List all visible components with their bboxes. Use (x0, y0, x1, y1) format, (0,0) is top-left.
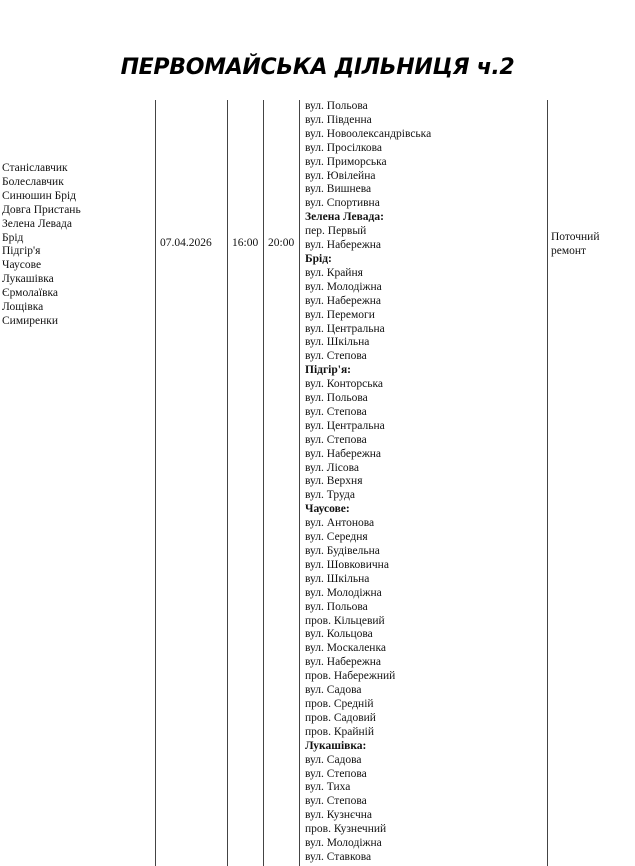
work-type-line: ремонт (551, 244, 587, 257)
village-name: Брід (2, 231, 24, 244)
column-divider (263, 100, 264, 866)
village-header: Зелена Левада: (305, 211, 384, 224)
village-header: Лукашівка: (305, 739, 367, 752)
street-name: вул. Центральна (305, 322, 385, 335)
street-name: вул. Садова (305, 753, 362, 766)
street-name: вул. Набережна (305, 294, 382, 307)
street-name: вул. Молодіжна (305, 280, 382, 293)
start-time-cell: 16:00 (232, 237, 259, 249)
village-name: Лощівка (2, 301, 44, 314)
street-name: вул. Степова (305, 405, 367, 418)
end-time-cell: 20:00 (268, 237, 295, 249)
village-header: Підгір'я: (305, 364, 352, 377)
street-name: вул. Лісова (305, 461, 360, 474)
street-name: вул. Середня (305, 531, 368, 544)
street-name: вул. Кольцова (305, 628, 373, 641)
work-type-line: Поточний (551, 231, 600, 243)
street-name: вул. Крайня (305, 266, 363, 279)
street-name: вул. Ювілейна (305, 169, 376, 182)
street-name: вул. Степова (305, 433, 367, 446)
street-name: вул. Шкільна (305, 336, 370, 349)
page-title: ПЕРВОМАЙСЬКА ДІЛЬНИЦЯ ч.2 (120, 55, 515, 80)
street-name: вул. Степова (305, 350, 367, 363)
villages-cell (2, 162, 152, 329)
street-name: вул. Вишнева (305, 183, 372, 196)
street-name: вул. Садова (305, 684, 362, 697)
street-name: вул. Степова (305, 767, 367, 780)
village-name: Лукашівка (2, 273, 54, 286)
street-name: вул. Приморська (305, 155, 387, 168)
street-name: вул. Південна (305, 113, 372, 126)
column-divider (299, 100, 300, 866)
street-name: вул. Молодіжна (305, 837, 382, 850)
street-name: вул. Москаленка (305, 642, 386, 655)
street-name: пер. Первый (305, 225, 367, 238)
street-name: вул. Труда (305, 489, 355, 502)
village-name: Довга Пристань (2, 203, 81, 216)
street-name: вул. Конторська (305, 378, 384, 391)
street-name: вул. Кузнєчна (305, 809, 373, 822)
street-name: вул. Ставкова (305, 850, 372, 863)
street-name: вул. Шкільна (305, 572, 370, 585)
work-type-cell (551, 231, 631, 259)
street-name: вул. Польова (305, 600, 368, 613)
street-name: вул. Антонова (305, 517, 375, 530)
street-name: вул. Степова (305, 795, 367, 808)
street-name: пров. Средній (305, 697, 374, 710)
street-name: вул. Набережна (305, 447, 382, 460)
village-header: Чаусове: (305, 503, 350, 516)
street-name: вул. Будівельна (305, 545, 380, 557)
street-name: вул. Тиха (305, 781, 351, 794)
village-name: Станіславчик (2, 162, 68, 174)
streets-cell (305, 100, 545, 865)
street-name: вул. Центральна (305, 419, 385, 432)
street-name: вул. Перемоги (305, 308, 375, 321)
street-name: вул. Польова (305, 100, 368, 112)
village-name: Єрмолаївка (2, 287, 59, 300)
street-name: вул. Молодіжна (305, 586, 382, 599)
column-divider (547, 100, 548, 866)
village-name: Болеславчик (2, 175, 64, 188)
village-header: Брід: (305, 252, 332, 265)
column-divider (227, 100, 228, 866)
village-name: Зелена Левада (2, 217, 73, 230)
street-name: пров. Кузнечний (305, 823, 387, 836)
street-name: вул. Польова (305, 392, 368, 405)
street-name: вул. Новоолександрівська (305, 127, 432, 140)
street-name: пров. Крайній (305, 725, 375, 738)
column-divider (155, 100, 156, 866)
village-name: Підгір'я (2, 245, 41, 258)
street-name: пров. Садовий (305, 711, 376, 724)
street-name: вул. Набережна (305, 239, 382, 252)
date-cell: 07.04.2026 (160, 237, 212, 249)
village-name: Симиренки (2, 314, 59, 327)
village-name: Чаусове (2, 259, 42, 272)
street-name: вул. Спортивна (305, 197, 380, 210)
village-name: Синюшин Брід (2, 189, 77, 202)
street-name: вул. Просілкова (305, 141, 383, 154)
street-name: вул. Шовковична (305, 558, 389, 571)
street-name: пров. Набережний (305, 670, 396, 683)
street-name: вул. Набережна (305, 656, 382, 669)
street-name: вул. Верхня (305, 475, 363, 488)
street-name: пров. Кільцевий (305, 614, 385, 627)
